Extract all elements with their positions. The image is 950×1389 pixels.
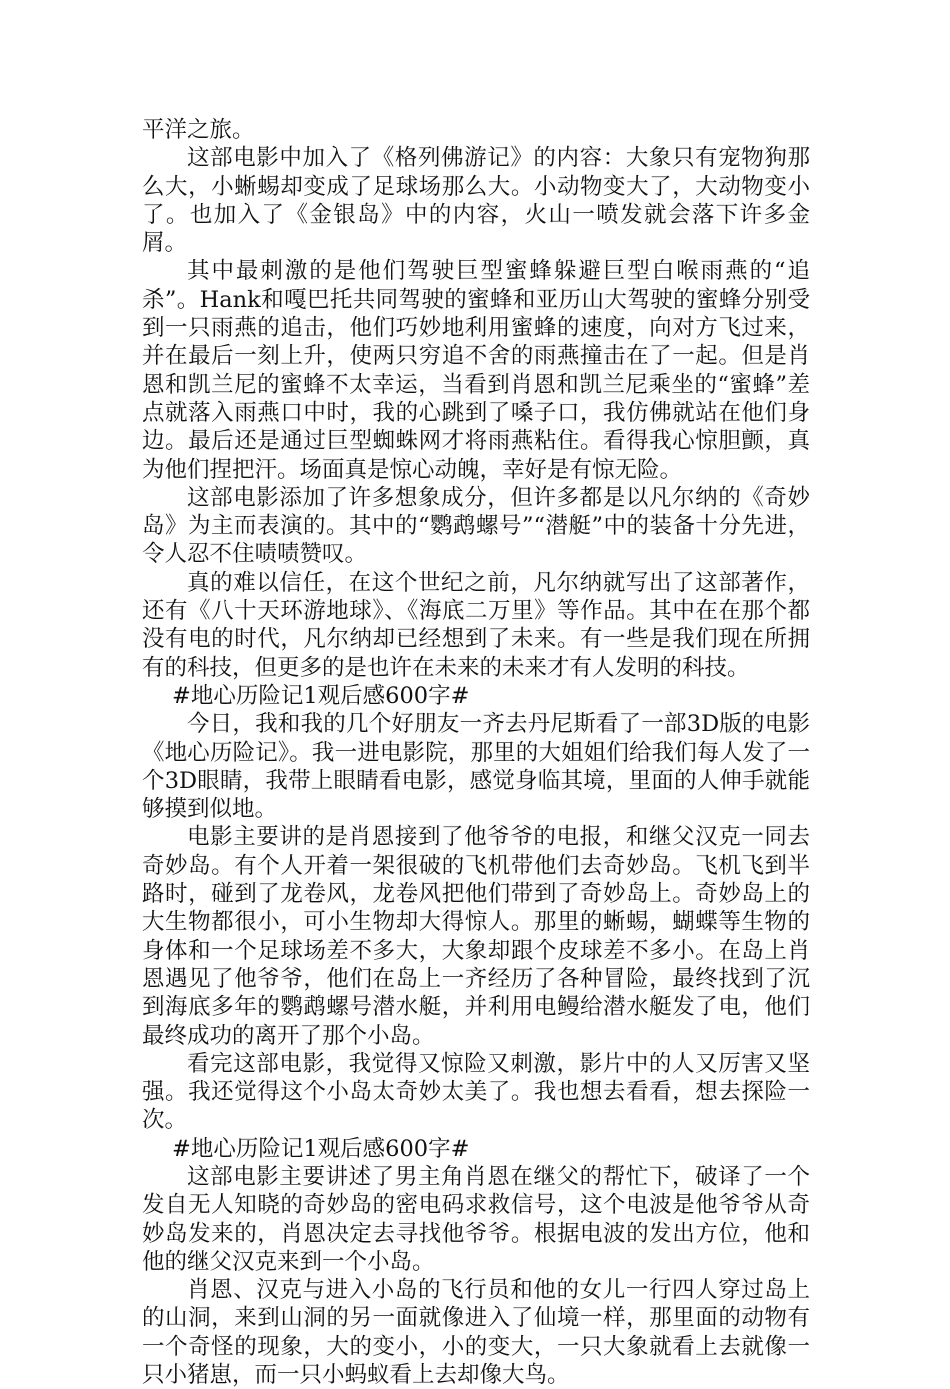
section-heading: #地心历险记1观后感600字# — [172, 682, 470, 709]
paragraph: 这部电影中加入了《格列佛游记》的内容：大象只有宠物狗那么大，小蜥蜴却变成了足球场那么大。小动物变大了，大动物变小了。也加入了《金银岛》中的内容，火山一喷发就会落下许多金屑。 — [142, 145, 810, 257]
paragraph: 这部电影添加了许多想象成分，但许多都是以凡尔纳的《奇妙岛》为主而表演的。其中的“鹦鹉螺号”“潜艇”中的装备十分先进，令人忍不住啧啧赞叹。 — [142, 484, 810, 568]
paragraph: 看完这部电影，我觉得又惊险又刺激，影片中的人又厉害又坚强。我还觉得这个小岛太奇妙太美了。我也想去看看，想去探险一次。 — [142, 1050, 810, 1134]
paragraph: 肖恩、汉克与进入小岛的飞行员和他的女儿一行四人穿过岛上的山洞，来到山洞的另一面就像进入了仙境一样，那里面的动物有一个奇怪的现象，大的变小，小的变大，一只大象就看上去就像一只小猪崽，而一只小蚂蚁看上去却像大鸟。 — [142, 1277, 810, 1389]
paragraph: 这部电影主要讲述了男主角肖恩在继父的帮忙下，破译了一个发自无人知晓的奇妙岛的密电码求救信号，这个电波是他爷爷从奇妙岛发来的，肖恩决定去寻找他爷爷。根据电波的发出方位，他和他的继父汉克来到一个小岛。 — [142, 1163, 810, 1275]
section-heading: #地心历险记1观后感600字# — [172, 1135, 470, 1162]
paragraph: 真的难以信任，在这个世纪之前，凡尔纳就写出了这部著作，还有《八十天环游地球》、《海底二万里》等作品。其中在在那个都没有电的时代，凡尔纳却已经想到了未来。有一些是我们现在所拥有的科技，但更多的是也许在未来的未来才有人发明的科技。 — [142, 569, 810, 681]
document-body — [142, 116, 810, 1389]
paragraph: 其中最刺激的是他们驾驶巨型蜜蜂躲避巨型白喉雨燕的“追杀”。Hank和嘎巴托共同驾驶的蜜蜂和亚历山大驾驶的蜜蜂分别受到一只雨燕的追击，他们巧妙地利用蜜蜂的速度，向对方飞过来，并在最后一刻上升，使两只穷追不舍的雨燕撞击在了一起。但是肖恩和凯兰尼的蜜蜂不太幸运，当看到肖恩和凯兰尼乘坐的“蜜蜂”差点就落入雨燕口中时，我的心跳到了嗓子口，我仿佛就站在他们身边。最后还是通过巨型蜘蛛网才将雨燕粘住。看得我心惊胆颤，真为他们捏把汗。场面真是惊心动魄，幸好是有惊无险。 — [142, 258, 810, 483]
paragraph: 今日，我和我的几个好朋友一齐去丹尼斯看了一部3D版的电影《地心历险记》。我一进电影院，那里的大姐姐们给我们每人发了一个3D眼睛，我带上眼睛看电影，感觉身临其境，里面的人伸手就能够摸到似地。 — [142, 711, 810, 823]
paragraph: 电影主要讲的是肖恩接到了他爷爷的电报，和继父汉克一同去奇妙岛。有个人开着一架很破的飞机带他们去奇妙岛。飞机飞到半路时，碰到了龙卷风，龙卷风把他们带到了奇妙岛上。奇妙岛上的大生物都很小，可小生物却大得惊人。那里的蜥蜴，蝴蝶等生物的身体和一个足球场差不多大，大象却跟个皮球差不多小。在岛上肖恩遇见了他爷爷，他们在岛上一齐经历了各种冒险，最终找到了沉到海底多年的鹦鹉螺号潜水艇，并利用电鳗给潜水艇发了电，他们最终成功的离开了那个小岛。 — [142, 824, 810, 1049]
paragraph-continuation: 平洋之旅。 — [142, 117, 255, 143]
